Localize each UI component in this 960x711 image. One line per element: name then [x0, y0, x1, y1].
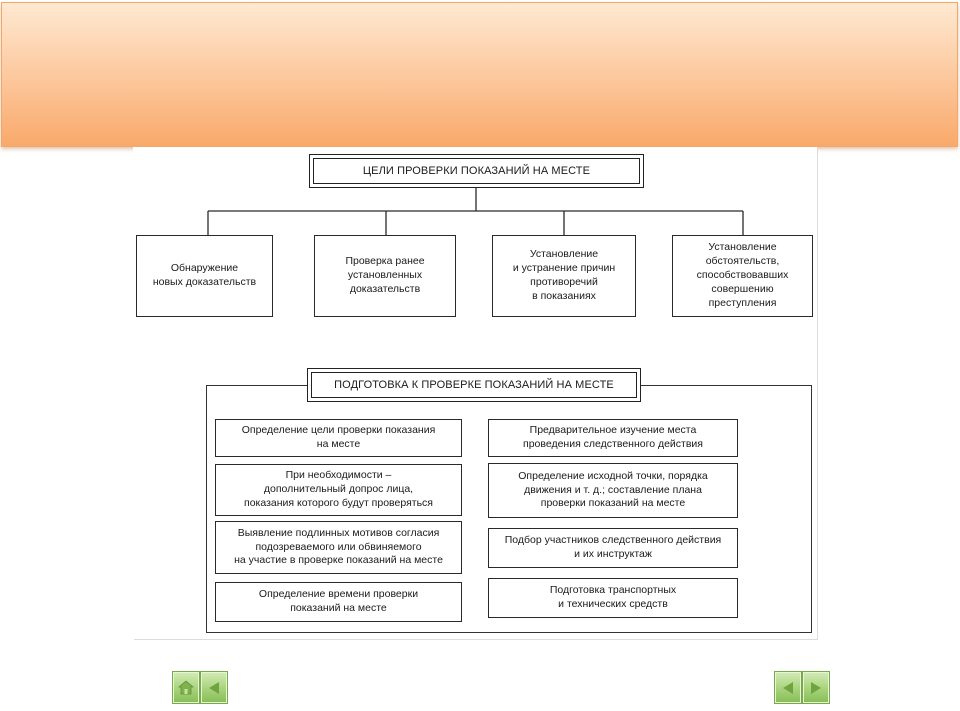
prep-header: [307, 368, 641, 402]
home-icon: [177, 679, 195, 697]
next-icon: [807, 679, 825, 697]
prep-right-item-2: [488, 463, 738, 518]
prep-left-item-3: [215, 521, 462, 574]
goal-label: Установление обстоятельств, способствовавших совершению преступления: [696, 241, 789, 309]
prep-item-label: Подбор участников следственного действия и их инструктаж: [504, 534, 722, 560]
prep-left-item-1: [215, 419, 462, 457]
prep-right-item-1: [488, 419, 738, 457]
prep-item-label: Подготовка транспортных и технических средств: [549, 584, 677, 610]
goal-label: Проверка ранее установленных доказательств: [345, 255, 425, 295]
goal-label: Обнаружение новых доказательств: [152, 262, 257, 288]
back-icon: [205, 679, 223, 697]
prep-item-label: При необходимости – дополнительный допрос лица, показания которого будут проверяться: [244, 469, 433, 509]
goal-label: Установление и устранение причин противоречий в показаниях: [512, 248, 616, 302]
prep-item-label: Предварительное изучение места проведения следственного действия: [523, 424, 703, 450]
goal-box-4: [672, 235, 813, 317]
goal-box-2: [314, 235, 456, 317]
prep-item-label: Определение исходной точки, порядка движения и т. д.; составление плана проверки показаний на месте: [518, 469, 708, 510]
goal-box-1: [136, 235, 273, 317]
back-button[interactable]: [200, 671, 228, 704]
goals-header-label: ЦЕЛИ ПРОВЕРКИ ПОКАЗАНИЙ НА МЕСТЕ: [313, 158, 640, 184]
prep-left-item-4: [215, 582, 462, 622]
prep-item-label: Выявление подлинных мотивов согласия подозреваемого или обвиняемого на участие в проверке показаний на месте: [234, 526, 443, 567]
prep-left-item-2: [215, 464, 462, 516]
goals-header: [309, 154, 644, 188]
next-slide-button[interactable]: [802, 671, 830, 704]
slide-title-banner: [1, 2, 958, 147]
prep-header-label: ПОДГОТОВКА К ПРОВЕРКЕ ПОКАЗАНИЙ НА МЕСТЕ: [311, 372, 637, 398]
prep-item-label: Определение цели проверки показания на месте: [241, 424, 436, 450]
goal-box-3: [492, 235, 636, 317]
home-button[interactable]: [172, 671, 200, 704]
prev-icon: [779, 679, 797, 697]
diagram-scan: [133, 147, 817, 639]
prep-right-item-4: [488, 578, 738, 618]
prep-item-label: Определение времени проверки показаний на месте: [258, 588, 419, 614]
previous-slide-button[interactable]: [774, 671, 802, 704]
prep-right-item-3: [488, 528, 738, 568]
